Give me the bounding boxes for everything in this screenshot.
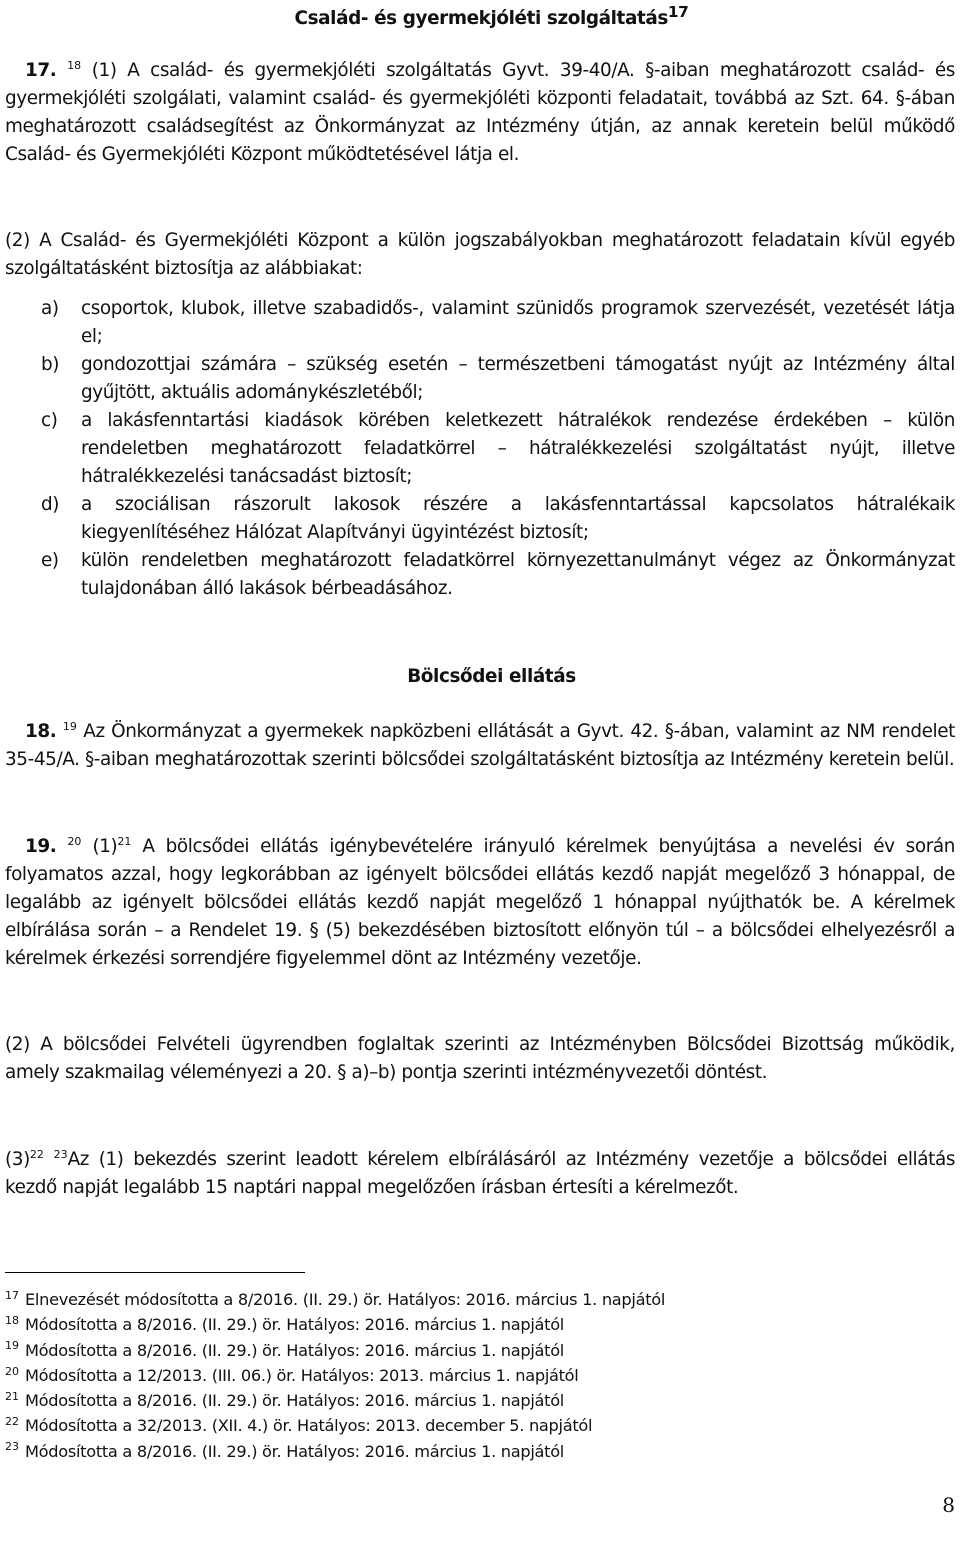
footnote-ref: 20 (67, 834, 82, 848)
footnote-ref: 17 (667, 3, 689, 21)
paragraph-text: (2) A Család- és Gyermekjóléti Központ a külön jogszabályokban meghatározott feladatain kívül egyéb szolgáltatásként biztosítja az alábbiakat: (5, 230, 955, 279)
paragraph-18 (5, 718, 955, 774)
section-heading-text: Bölcsődei ellátás (407, 666, 576, 687)
footnote-number: 18 (5, 1313, 19, 1327)
list-item-text: csoportok, klubok, illetve szabadidős-, valamint szünidős programok szervezését, vezetését látja el; (81, 298, 955, 347)
list-item (5, 491, 955, 547)
list-marker: d) (41, 494, 60, 515)
paragraph-text: A bölcsődei ellátás igénybevételére irányuló kérelmek benyújtása a nevelési év során folyamatos azzal, hogy legkorábban az igényelt bölcsődei ellátás kezdő napját megelőző 3 hónappal, de legalább az igényelt bölcsődei ellátás kezdő napját megelőző 1 hónappal nyújthatók be. A kérelmek elbírálása során – a Rendelet 19. § (5) bekezdésében biztosított előnyön túl – a bölcsődei elhelyezésről a kérelmek érkezési sorrendjére figyelemmel dönt az Intézmény vezetője. (5, 836, 955, 969)
footnote-text: Módosította a 12/2013. (III. 06.) ör. Hatályos: 2013. március 1. napjától (25, 1365, 579, 1385)
paragraph-lead: (3) (5, 1149, 30, 1170)
paragraph-number: 17. (25, 60, 57, 81)
paragraph-lead: (1) (92, 836, 118, 857)
footnote-number: 19 (5, 1339, 19, 1353)
footnote-number: 20 (5, 1364, 19, 1378)
footnote-number: 23 (5, 1440, 19, 1454)
footnote (5, 1287, 955, 1312)
section-heading-text: Család- és gyermekjóléti szolgáltatás (294, 8, 668, 30)
list-item (5, 351, 955, 407)
list-marker: b) (41, 354, 60, 375)
list-marker: c) (41, 410, 58, 431)
paragraph-number: 19. (25, 836, 57, 857)
footnote (5, 1338, 955, 1363)
paragraph-19-2 (5, 1031, 955, 1087)
footnote (5, 1312, 955, 1337)
paragraph-17-1 (5, 57, 955, 169)
list-item-text: a lakásfenntartási kiadások körében keletkezett hátralékok rendezése érdekében – külön rendeletben meghatározott feladatkörrel – hátralékkezelési szolgáltatást nyújt, illetve hátralékkezelési tanácsadást biztosít; (81, 410, 955, 487)
footnote-text: Módosította a 8/2016. (II. 29.) ör. Hatályos: 2016. március 1. napjától (25, 1340, 565, 1360)
footnote-text: Módosította a 8/2016. (II. 29.) ör. Hatályos: 2016. március 1. napjától (25, 1441, 565, 1461)
paragraph-text: Az Önkormányzat a gyermekek napközbeni ellátását a Gyvt. 42. §-ában, valamint az NM rendelet 35-45/A. §-aiban meghatározottak szerinti bölcsődei szolgáltatásként biztosítja az Intézmény keretein belül. (5, 721, 955, 770)
footnote (5, 1439, 955, 1464)
list-item (5, 295, 955, 351)
footnote-text: Módosította a 8/2016. (II. 29.) ör. Hatályos: 2016. március 1. napjától (25, 1315, 565, 1335)
footnote (5, 1388, 955, 1413)
footnote-text: Módosította a 32/2013. (XII. 4.) ör. Hatályos: 2013. december 5. napjától (25, 1416, 593, 1436)
footnote (5, 1363, 955, 1388)
list-item-text: a szociálisan rászorult lakosok részére a lakásfenntartással kapcsolatos hátralékaik kiegyenlítéséhez Hálózat Alapítványi ügyintézést biztosít; (81, 494, 955, 543)
footnotes (5, 1287, 955, 1464)
list-item-text: gondozottjai számára – szükség esetén – természetbeni támogatást nyújt az Intézmény által gyűjtött, aktuális adománykészletéből; (81, 354, 955, 403)
list-marker: e) (41, 550, 59, 571)
footnote-text: Elnevezését módosította a 8/2016. (II. 29.) ör. Hatályos: 2016. március 1. napjától (25, 1290, 666, 1309)
paragraph-19-1 (5, 833, 955, 973)
services-list (5, 295, 955, 603)
paragraph-17-2 (5, 227, 955, 283)
footnote-ref: 19 (62, 719, 77, 733)
paragraph-text: Az (1) bekezdés szerint leadott kérelem elbírálásáról az Intézmény vezetője a bölcsődei ellátás kezdő napját legalább 15 naptári nappal megelőzően írásban értesíti a kérelmezőt. (5, 1149, 955, 1198)
footnote-ref: 22 (29, 1147, 44, 1161)
list-item-text: külön rendeletben meghatározott feladatkörrel környezettanulmányt végez az Önkormányzat tulajdonában álló lakások bérbeadásához. (81, 550, 955, 599)
section-heading-csaladi (0, 0, 960, 33)
footnote-separator (5, 1272, 305, 1273)
footnote-ref: 23 (53, 1147, 68, 1161)
list-marker: a) (41, 298, 59, 319)
footnote-ref: 18 (67, 58, 82, 72)
footnote (5, 1413, 955, 1438)
footnote-text: Módosította a 8/2016. (II. 29.) ör. Hatályos: 2016. március 1. napjától (25, 1391, 565, 1411)
paragraph-text: (1) A család- és gyermekjóléti szolgáltatás Gyvt. 39-40/A. §-aiban meghatározott család- és gyermekjóléti szolgálati, valamint család- és gyermekjóléti központi feladatait, továbbá az Szt. 64. §-ában meghatározott családsegítést az Önkormányzat az Intézmény útján, az annak keretein belül működő Család- és Gyermekjóléti Központ működtetésével látja el. (5, 60, 955, 165)
section-heading-bolcsodei (0, 663, 960, 691)
footnote-number: 22 (5, 1415, 19, 1429)
footnote-number: 17 (5, 1288, 19, 1302)
page-number: 8 (942, 1493, 955, 1517)
paragraph-text: (2) A bölcsődei Felvételi ügyrendben foglaltak szerinti az Intézményben Bölcsődei Bizottság működik, amely szakmailag véleményezi a 20. § a)–b) pontja szerinti intézményvezetői döntést. (5, 1034, 955, 1083)
paragraph-number: 18. (25, 721, 57, 742)
footnote-ref: 21 (117, 834, 132, 848)
footnote-number: 21 (5, 1389, 19, 1403)
list-item (5, 547, 955, 603)
list-item (5, 407, 955, 491)
paragraph-19-3 (5, 1146, 955, 1202)
